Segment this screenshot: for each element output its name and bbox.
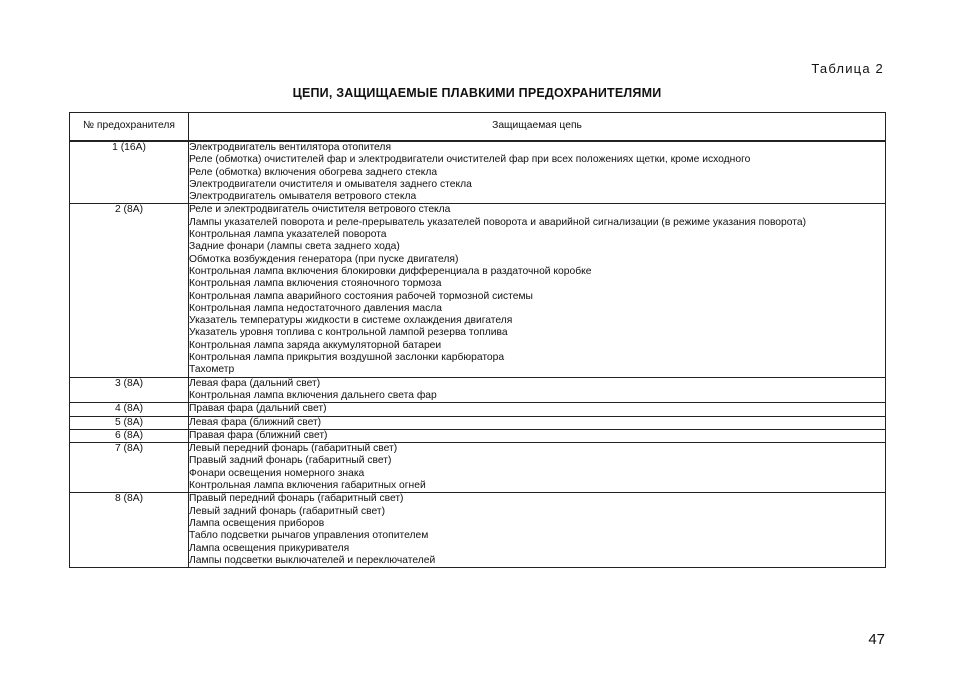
page-number: 47 (868, 631, 885, 648)
circuit-item: Электродвигатель омывателя ветрового стекла (189, 191, 417, 203)
table-row (70, 443, 886, 493)
table-row (70, 493, 886, 568)
circuit-item: Лампы подсветки выключателей и переключателей (189, 554, 436, 566)
circuit-item: Лампа освещения прикуривателя (189, 542, 350, 554)
table-row (70, 141, 886, 204)
circuit-item: Задние фонари (лампы света заднего хода) (189, 241, 400, 253)
circuit-item: Контрольная лампа включения стояночного тормоза (189, 278, 442, 290)
circuit-item: Правая фара (ближний свет) (189, 429, 328, 441)
fuse-table-body (70, 141, 886, 568)
table-row (70, 403, 886, 416)
circuit-item: Контрольная лампа включения дальнего света фар (189, 389, 437, 401)
circuit-item: Лампа освещения приборов (189, 517, 325, 529)
table-row (70, 377, 886, 403)
fuse-number-cell: 4 (8А) (70, 403, 189, 416)
fuse-number-cell: 1 (16А) (70, 141, 189, 204)
circuit-item: Контрольная лампа недостаточного давления масла (189, 302, 442, 314)
circuit-item: Реле (обмотка) очистителей фар и электродвигатели очистителей фар при всех положениях щетки, кроме исходного (189, 154, 751, 166)
column-header-protected-circuit: Защищаемая цепь (189, 113, 886, 142)
protected-circuits-cell (189, 443, 886, 493)
circuit-item: Контрольная лампа прикрытия воздушной заслонки карбюратора (189, 352, 505, 364)
circuit-item: Электродвигатель вентилятора отопителя (189, 142, 392, 153)
circuit-item: Реле и электродвигатель очистителя ветрового стекла (189, 204, 451, 216)
table-row (70, 204, 886, 377)
circuit-item: Контрольная лампа включения блокировки дифференциала в раздаточной коробке (189, 265, 592, 277)
circuit-item: Электродвигатели очистителя и омывателя заднего стекла (189, 178, 472, 190)
protected-circuits-cell (189, 416, 886, 429)
circuit-item: Лампы указателей поворота и реле-прерыватель указателей поворота и аварийной сигнализации (в режиме указания поворота) (189, 216, 807, 228)
circuit-item: Левая фара (ближний свет) (189, 416, 322, 428)
fuse-number-cell: 3 (8А) (70, 377, 189, 403)
protected-circuits-cell (189, 403, 886, 416)
protected-circuits-cell (189, 204, 886, 377)
circuit-item: Контрольная лампа включения габаритных огней (189, 480, 426, 492)
column-header-fuse-number: № предохранителя (70, 113, 189, 142)
fuse-number-cell: 2 (8А) (70, 204, 189, 377)
fuse-number-cell: 8 (8А) (70, 493, 189, 568)
fuse-table (69, 112, 886, 568)
circuit-item: Левая фара (дальний свет) (189, 377, 321, 389)
protected-circuits-cell (189, 141, 886, 204)
protected-circuits-cell (189, 493, 886, 568)
circuit-item: Контрольная лампа аварийного состояния рабочей тормозной системы (189, 290, 533, 302)
fuse-number-cell: 5 (8А) (70, 416, 189, 429)
circuit-item: Правая фара (дальний свет) (189, 403, 327, 415)
table-row (70, 429, 886, 442)
circuit-item: Правый передний фонарь (габаритный свет) (189, 493, 404, 505)
circuit-item: Тахометр (189, 364, 235, 376)
circuit-item: Обмотка возбуждения генератора (при пуске двигателя) (189, 253, 459, 265)
circuit-item: Указатель уровня топлива с контрольной лампой резерва топлива (189, 327, 508, 339)
circuit-item: Контрольная лампа указателей поворота (189, 229, 387, 241)
circuit-item: Фонари освещения номерного знака (189, 467, 365, 479)
circuit-item: Указатель температуры жидкости в системе охлаждения двигателя (189, 315, 513, 327)
circuit-item: Табло подсветки рычагов управления отопителем (189, 530, 429, 542)
fuse-number-cell: 6 (8А) (70, 429, 189, 442)
circuit-item: Левый передний фонарь (габаритный свет) (189, 443, 398, 455)
fuse-number-cell: 7 (8А) (70, 443, 189, 493)
table-row (70, 416, 886, 429)
circuit-item: Реле (обмотка) включения обогрева заднего стекла (189, 166, 438, 178)
circuit-item: Правый задний фонарь (габаритный свет) (189, 455, 392, 467)
protected-circuits-cell (189, 429, 886, 442)
circuit-item: Контрольная лампа заряда аккумуляторной батареи (189, 339, 442, 351)
table-label: Таблица 2 (811, 61, 884, 76)
table-header-row (70, 113, 886, 142)
circuit-item: Левый задний фонарь (габаритный свет) (189, 505, 386, 517)
page-title: ЦЕПИ, ЗАЩИЩАЕМЫЕ ПЛАВКИМИ ПРЕДОХРАНИТЕЛЯМИ (292, 86, 662, 100)
protected-circuits-cell (189, 377, 886, 403)
